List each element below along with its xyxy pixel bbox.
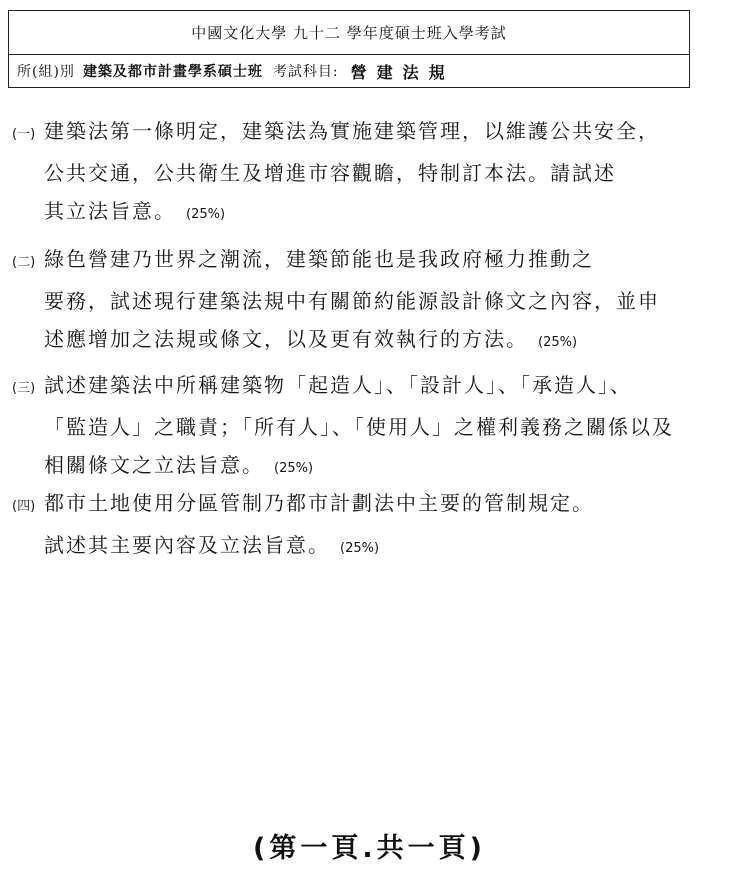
score-label: (25%) (538, 335, 578, 350)
exam-title: 中國文化大學 九十二 學年度碩士班入學考試 (9, 11, 689, 55)
question-3 (12, 366, 702, 488)
question-line (12, 154, 702, 192)
question-text: 綠色營建乃世界之潮流，建築節能也是我政府極力推動之 (44, 247, 594, 271)
question-number: (二) (12, 255, 36, 270)
question-line (12, 526, 702, 568)
question-line (12, 484, 702, 526)
question-text: 述應增加之法規或條文，以及更有效執行的方法。 (44, 327, 528, 351)
question-line (12, 192, 702, 234)
question-text: 公共交通，公共衛生及增進市容觀瞻，特制訂本法。請試述 (44, 161, 616, 185)
question-text: 要務，試述現行建築法規中有關節約能源設計條文之內容，並申 (44, 289, 660, 313)
question-line (12, 366, 702, 408)
score-label: (25%) (340, 541, 380, 556)
question-line (12, 282, 702, 320)
question-text: 試述其主要內容及立法旨意。 (44, 533, 330, 557)
question-4 (12, 484, 702, 568)
subject-label: 考試科目: (272, 64, 339, 80)
question-1 (12, 112, 702, 234)
page-footer: (第一頁.共一頁) (253, 833, 486, 864)
question-line (12, 112, 702, 154)
score-label: (25%) (186, 207, 226, 222)
question-number: (一) (12, 127, 36, 142)
question-number: (四) (12, 499, 36, 514)
subject-name: 營建法規 (350, 62, 455, 82)
question-text: 建築法第一條明定，建築法為實施建築管理，以維護公共安全， (44, 119, 660, 143)
question-text: 「監造人」之職責；「所有人」、「使用人」之權利義務之關係以及 (44, 415, 674, 439)
question-line (12, 320, 702, 362)
question-line (12, 240, 702, 282)
question-line (12, 446, 702, 488)
question-2 (12, 240, 702, 362)
question-line (12, 408, 702, 446)
question-text: 都市土地使用分區管制乃都市計劃法中主要的管制規定。 (44, 491, 594, 515)
exam-header (8, 10, 690, 88)
department-label: 所(組)別 (17, 64, 75, 80)
department-name: 建築及都市計畫學系碩士班 (82, 64, 263, 80)
question-text: 相關條文之立法旨意。 (44, 453, 264, 477)
exam-info-row (9, 55, 689, 87)
question-number: (三) (12, 381, 36, 396)
question-text: 試述建築法中所稱建築物「起造人」、「設計人」、「承造人」、 (44, 373, 632, 397)
score-label: (25%) (274, 461, 314, 476)
question-text: 其立法旨意。 (44, 199, 176, 223)
